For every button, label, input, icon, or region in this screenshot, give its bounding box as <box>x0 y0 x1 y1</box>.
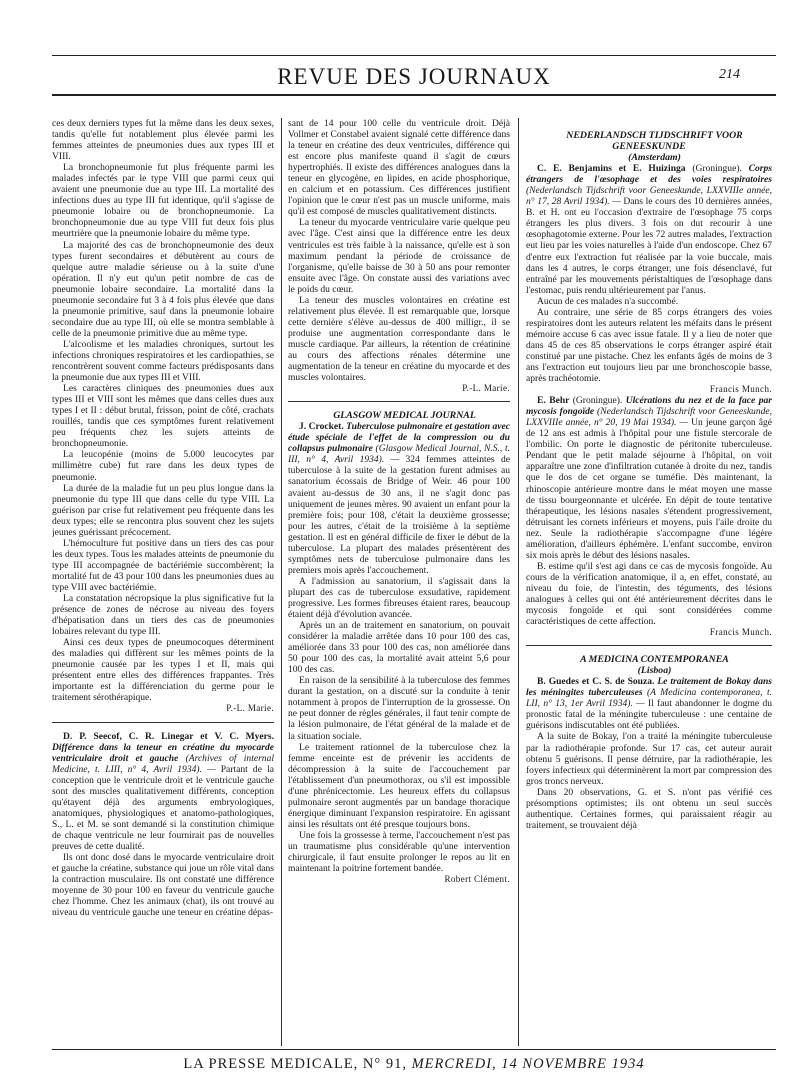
article-reference: (Nederlandsch Tijdschrift voor Geneeskunde, LXXVIIIe année, n° 17, 28 Avril 1934). — <box>526 185 772 208</box>
article-authors: J. Crocket. <box>299 421 347 433</box>
article-separator <box>52 722 274 723</box>
column-divider-2 <box>518 118 519 1046</box>
article-title: Le traitement de Bokay dans les méningites tuberculeuses <box>526 676 772 699</box>
journal-title: NEDERLANDSCH TIJDSCHRIFT VOOR GENEESKUNDE <box>566 130 743 153</box>
column-2 <box>288 118 510 1053</box>
article-separator <box>288 401 510 402</box>
article-authors: E. Behr <box>537 395 573 407</box>
article-text: Partant de la conception que le ventricule droit et le ventricule gauche sont des muscles qualitativement différents, conception qu'étayent déjà des arguments embryologiques, anatomiques, physiologiques et anatomo-pathologiques, S., L. et M. se sont demandé si la constitution chimique de chaque ventricule ne leur fournirait pas de nouvelles preuves de cette dualité. <box>52 763 274 852</box>
paragraph: B. estime qu'il s'est agi dans ce cas de mycosis fongoïde. Au cours de la vérification anatomique, il a, en effet, constaté, au niveau du foie, de l'intestin, des téguments, des lésions analogues à celles qui ont été antérieurement décrites dans le mycosis fongoïde et qui sont considérées comme caractéristiques de cette affection. <box>526 560 772 628</box>
article-text: 324 femmes atteintes de tuberculose à la suite de la gestation furent admises au sanatorium écossais de Bridge of Weir. 46 pour 100 avaient au-dessus de 30 ans, il ne s'agit donc pas uniquement de jeunes mères. 90 avaient un enfant pour la première fois; pour 108, c'était la deuxième grossesse; pour les autres, c'était de la troisième à la septième gestation. Il est en général difficile de fixer le début de la tuberculose. La plupart des malades présentèrent des symptômes nets de tuberculose pulmonaire dans les premiers mois après l'accouchement. <box>288 454 510 576</box>
article-location: (Groningue). <box>572 395 626 407</box>
footer-date: MERCREDI, 14 NOVEMBRE 1934 <box>411 1056 645 1072</box>
article-text: Un jeune garçon âgé de 12 ans est admis à l'hôpital pour une fistule stercorale de l'ombilic. On porte le diagnostic de péritonite tuberculeuse. Pendant que le petit malade séjourne à l'hôpital, on voit apparaître une zone d'infiltration cutanée à droite du nez, tandis que le dos de cet organe se tuméfie. Dès maintenant, la rhinoscopie antérieure montre dans le méat moyen une masse de tissu bourgeonnante et ulcérée. En dépit de toute tentative thérapeutique, les lésions nasales s'étendent progressivement, détruisant les cornets inférieurs et moyens, puis l'aile droite du nez. Seule la radiothérapie s'accompagne d'une légère amélioration, d'ailleurs éphémère. L'enfant succombe, environ six mois après le début des lésions nasales. <box>526 417 772 561</box>
paragraph: La teneur du myocarde ventriculaire varie quelque peu avec l'âge. C'est ainsi que la différence entre les deux ventricules est très faible à la naissance, qu'elle est à son maximum pendant la période de croissance de l'organisme, qu'elle baisse de 30 à 50 ans pour remonter ensuite avec l'âge. On constate aussi des variations avec le poids du cœur. <box>288 217 510 295</box>
paragraph: Ils ont donc dosé dans le myocarde ventriculaire droit et gauche la créatine, substance qui joue un rôle vital dans la contraction musculaire. Ils ont constaté une différence moyenne de 30 pour 100 en faveur du ventricule gauche chez l'homme. Chez les animaux (chat), ils ont trouvé au niveau du ventricule gauche une teneur en créatine dépas- <box>52 852 274 919</box>
paragraph: A la suite de Bokay, l'on a traité la méningite tuberculeuse par la radiothérapie profonde. Sur 17 cas, cet auteur aurait obtenu 5 guérisons. Il pense détruire, par la radiothérapie, les foyers infectieux qui déterminèrent la mort par compression des gros troncs nerveux. <box>526 731 772 787</box>
column-3 <box>526 118 772 1053</box>
article-title: Tuberculose pulmonaire et gestation avec étude spéciale de l'effet de la compression ou du collapsus pulmonaire <box>288 421 510 455</box>
signature: Francis Munch. <box>709 627 772 638</box>
page-title: REVUE DES JOURNAUX <box>277 64 551 89</box>
paragraph: La teneur des muscles volontaires en créatine est relativement plus élevée. Il est remarquable que, lorsque cette dernière s'élève au-dessus de 400 milligr., il se produise une augmentation correspondante dans le muscle cardiaque. Par ailleurs, la rétention de créatinine au cours des affections rénales détermine une augmentation de la teneur en créatine du myocarde et des muscles volontaires. <box>288 294 510 384</box>
article-header <box>288 421 510 576</box>
article-authors: B. Guedes et C. S. de Souza. <box>537 676 658 688</box>
paragraph: ces deux derniers types fut la même dans les deux sexes, tandis qu'elle fut notablement plus élevée parmi les femmes atteintes de pneumonies dues aux types III et VIII. <box>52 118 274 163</box>
article-authors: C. E. Benjamins et E. Huizinga <box>537 163 693 175</box>
paragraph: sant de 14 pour 100 celle du ventricule droit. Déjà Vollmer et Constabel avaient signalé cette différence dans la teneur en créatine des deux ventricules, différence qui est encore plus manifeste quand il s'agit de cœurs hypertrophiés. Il existe des différences analogues dans la teneur en glycogène, en lipides, en acide phosphorique, en calcium et en potassium. Ces différences justifient l'opinion que le cœur n'est pas un muscle uniforme, mais qu'il est composé de muscles qualitativement distincts. <box>288 118 510 218</box>
paragraph: Aucun de ces malades n'a succombé. <box>537 295 679 307</box>
signature: Robert Clément. <box>444 874 510 885</box>
paragraph: Dans 20 observations, G. et S. n'ont pas vérifié ces présomptions optimistes; ils ont obtenu un seul succès authentique. Certaines formes, qui paraissaient réagir au traitement, se trouvaient déjà <box>526 786 772 831</box>
page-footer <box>52 1056 776 1073</box>
article-separator <box>526 645 772 646</box>
journal-place: (Lisboa) <box>637 665 672 677</box>
header-rule <box>52 94 776 96</box>
article-header <box>526 395 772 561</box>
page-number: 214 <box>719 67 740 82</box>
paragraph: En raison de la sensibilité à la tuberculose des femmes durant la gestation, on a discuté sur la conduite à tenir notamment à propos de l'interruption de la grossesse. On ne peut donner de règles générales, il faut tenir compte de la lésion pulmonaire, de l'état général de la malade et de la situation sociale. <box>288 675 510 742</box>
paragraph: La constatation nécropsique la plus significative fut la présence de zones de nécrose au niveau des foyers d'hépatisation dans un tiers des cas de pneumonies lobaires relevant du type III. <box>52 593 274 638</box>
column-1 <box>52 118 274 1053</box>
article-authors: D. P. Seecof, C. R. Linegar et V. C. Myers. <box>63 730 274 742</box>
footer-journal: LA PRESSE MEDICALE, N° 91, <box>183 1056 412 1072</box>
paragraph: La durée de la maladie fut un peu plus longue dans la pneumonie du type III que dans celle du type VIII. La guérison par crise fut relativement peu fréquente dans les deux types; elle se rencontra plus souvent chez les sujets jeunes guérissant précocement. <box>52 482 274 538</box>
paragraph: Le traitement rationnel de la tuberculose chez la femme enceinte est de prévenir les accidents de décompression à la suite de l'accouchement par l'établissement d'un pneumothorax, ou s'il est impossible d'une phrénicectomie. Les heureux effets du collapsus pulmonaire seront augmentés par un bandage thoracique énergique diminuant l'expansion respiratoire. En agissant ainsi les résultats ont été presque toujours bons. <box>288 741 510 830</box>
paragraph: La bronchopneumonie fut plus fréquente parmi les malades infectés par le type VIII que parmi ceux qui avaient une pneumonie due au type III. La mortalité des infections dues au type III fut identique, qu'il s'agisse de pneumonie lobaire ou de bronchopneumonie. La bronchopneumonie due au type VIII fut deux fois plus meurtrière que la pneumonie lobaire du même type. <box>52 162 274 240</box>
article-header <box>526 163 772 296</box>
article-header <box>526 676 772 731</box>
article-title: Ulcérations du nez et de la face par mycosis fongoïde <box>526 395 772 418</box>
journal-place: (Amsterdam) <box>628 152 681 164</box>
paragraph: Une fois la grossesse à terme, l'accouchement n'est pas un traumatisme plus considérable qu'une intervention chirurgicale, il faut ensuite prolonger le repos au lit en maintenant la poitrine fortement bandée. <box>288 829 510 875</box>
footer-rule <box>52 1049 776 1050</box>
paragraph: L'hémoculture fut positive dans un tiers des cas pour les deux types. Tous les malades atteints de pneumonie du type III accompagnée de bactériémie succombèrent; la mortalité fut de 43 pour 100 dans les pneumonies dues au type VIII avec bactériémie. <box>52 537 274 593</box>
paragraph: A l'admission au sanatorium, il s'agissait dans la plupart des cas de tuberculose exsudative, rapidement progressive. Les formes fibreuses étaient rares, beaucoup étaient déjà d'évolution avancée. <box>288 575 510 621</box>
paragraph: L'alcoolisme et les maladies chroniques, surtout les infections chroniques respiratoires et les cardiopathies, se rencontrèrent souvent comme facteurs prédisposants dans la pneumonie due aux types III et VIII. <box>52 338 274 384</box>
journal-title: A MEDICINA CONTEMPORANEA <box>580 654 729 666</box>
top-rule <box>52 55 776 56</box>
paragraph: Après un an de traitement en sanatorium, on pouvait considérer la maladie arrêtée dans 10 pour 100 des cas, améliorée dans 33 pour 100 des cas, non améliorée dans 50 pour 100 des cas, la mortalité avait atteint 5,6 pour 100 des cas. <box>288 620 510 676</box>
article-reference: (A Medicina contemporanea, t. LII, n° 13, 1er Avril 1934). — <box>526 687 772 710</box>
signature: Francis Munch. <box>709 384 772 395</box>
article-reference: (Nederlandsch Tijdschrift voor Geneeskunde, LXXVIIIe année, n° 20, 19 Mai 1934). — <box>526 406 772 429</box>
article-reference: (Archives of internal Medicine, t. LIII, n° 4, Avril 1934). — <box>52 752 274 775</box>
article-text: Dans le cours des 10 dernières années, B. et H. ont eu l'occasion d'extraire de l'œsophage 75 corps étrangers les plus divers. 3 fois on dut recourir à une œsophagotomie externe. Pour les 72 autres malades, l'extraction eut lieu par les voies naturelles à l'aide d'un endoscope. Chez 67 d'entre eux l'extraction fut réalisée par la voie buccale, mais dans les 4 autres, le corps étranger, une fois désenclavé, fut entraîné par les mouvements péristaltiques de l'œsophage dans l'estomac, puis rendu ultérieurement par l'anus. <box>526 196 772 296</box>
article-text: Il faut abandonner le dogme du pronostic fatal de la méningite tuberculeuse : une centaine de guérisons indiscutables ont été publiées. <box>526 698 772 732</box>
signature: P.-L. Marie. <box>462 383 510 394</box>
article-title: Différence dans la teneur en créatine du myocarde ventriculaire droit et gauche <box>52 741 274 764</box>
paragraph: Ainsi ces deux types de pneumocoques déterminent des maladies qui diffèrent sur les mêmes points de la pneumonie causée par les types I et II, mais qui présentent entre elles des différences frappantes. Très importante est la différenciation du germe pour le traitement sérothérapique. <box>52 637 274 704</box>
paragraph: Les caractères cliniques des pneumonies dues aux types III et VIII sont les mêmes que dans celles dues aux types I et II : début brutal, frisson, point de côté, crachats rouillés, tandis que ces symptômes furent relativement peu fréquents chez les sujets atteints de bronchopneumonie. <box>52 383 274 450</box>
paragraph: Au contraire, une série de 85 corps étrangers des voies respiratoires dont les auteurs relatent les méfaits dans le présent mémoire accuse 6 cas avec issue fatale. Il y a lieu de noter que dans 45 de ces 85 observations le corps étranger aspiré était constitué par une pistache. Chez les enfants âgés de moins de 3 ans l'extraction eut toujours lieu par une bronchoscopie basse, après trachéotomie. <box>526 306 772 385</box>
signature: P.-L. Marie. <box>226 703 274 714</box>
column-divider-1 <box>281 118 282 1046</box>
paragraph: La majorité des cas de bronchopneumonie des deux types furent secondaires et débutèrent au cours de quelque autre maladie sérieuse ou à la suite d'une opération. Il n'y eut qu'un petit nombre de cas de pneumonie lobaire secondaire. La mortalité dans la pneumonie secondaire fut 3 à 4 fois plus élevée que dans la pneumonie primitive, sauf dans la pneumonie lobaire secondaire due au type III, où elle se montra semblable à celle de la pneumonie primitive due au même type. <box>52 239 274 339</box>
article-location: (Groningue). <box>692 163 749 175</box>
article-title: Corps étrangers de l'œsophage et des voies respiratoires <box>526 163 772 186</box>
journal-title: GLASGOW MEDICAL JOURNAL <box>333 410 476 422</box>
article-reference: (Glasgow Medical Journal, N.S., t. III, n° 4, Avril 1934). — <box>288 443 510 466</box>
paragraph: La leucopénie (moins de 5.000 leucocytes par millimètre cube) fut rare dans les deux types de pneumonie. <box>52 449 274 483</box>
article-header <box>52 731 274 853</box>
